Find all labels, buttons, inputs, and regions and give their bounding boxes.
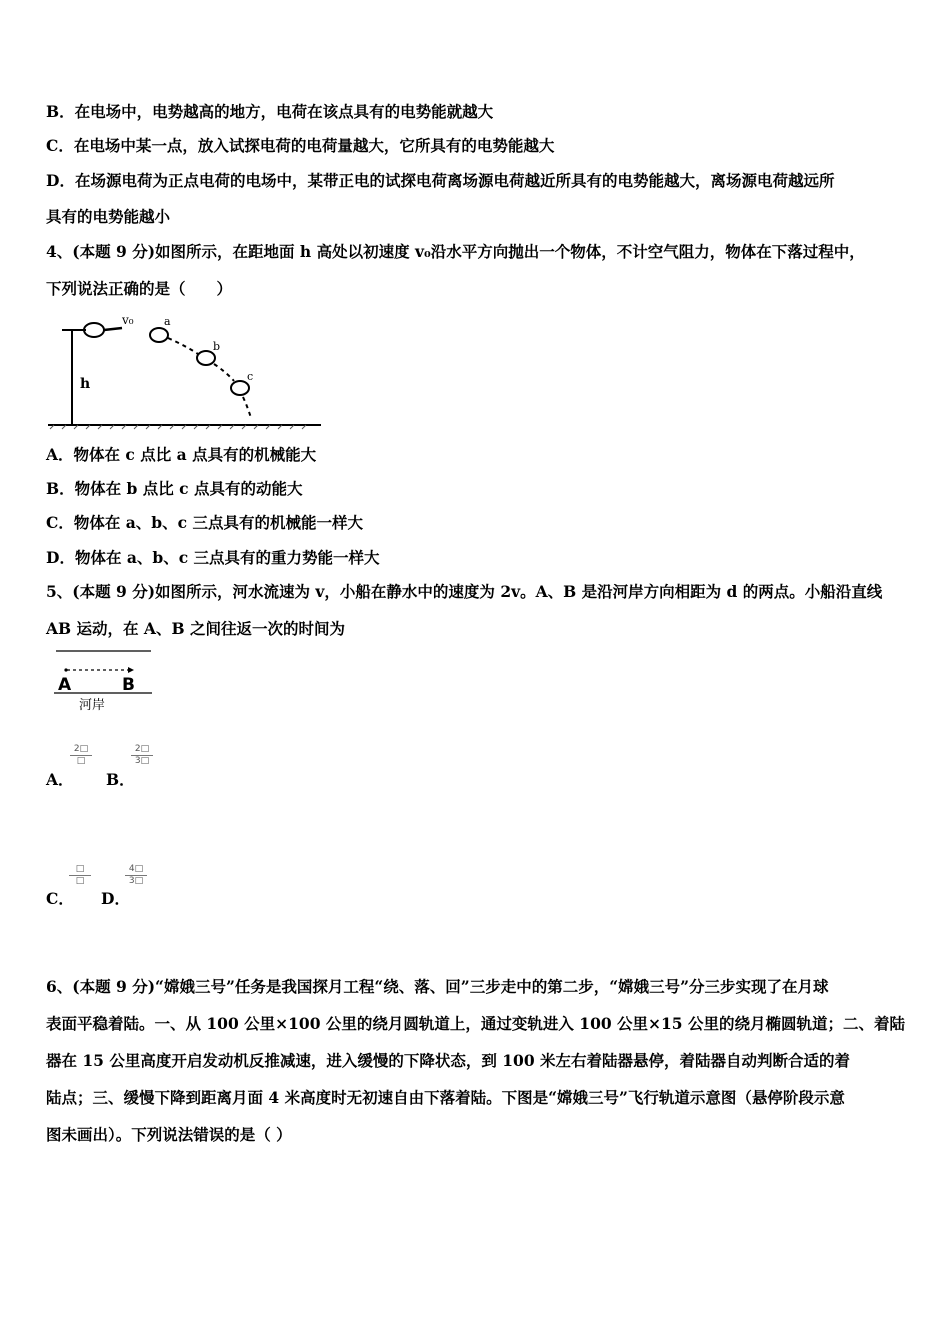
q5-stem-line2: AB 运动，在 A、B 之间往返一次的时间为 [46, 619, 345, 638]
q4-projectile-figure [46, 308, 326, 433]
q3-option-d-line1: D．在场源电荷为正点电荷的电场中，某带正电的试探电荷离场源电荷越近所具有的电势能越大，离场源电荷越远所 [46, 171, 835, 190]
q5-option-d-fraction: $\frac{4□}{3□}$ [125, 864, 147, 887]
q5-option-a-fraction: 2□ □ [70, 744, 92, 767]
q5-option-d-label: D． [101, 889, 130, 908]
q5-stem-line1: 5、(本题 9 分)如图所示，河水流速为 v，小船在静水中的速度为 2v。A、B 是沿河岸方向相距为 d 的两点。小船沿直线 [46, 582, 883, 601]
point-a-label: A [58, 675, 72, 695]
q5-option-c-label: C． [46, 889, 74, 908]
q5-river-figure [46, 646, 161, 716]
q6-stem-line1: 6、(本题 9 分)“嫦娥三号”任务是我国探月工程“绕、落、回”三步走中的第二步，“嫦娥三号”分三步实现了在月球 [46, 977, 829, 996]
q5-option-c-fraction: □ □ [69, 864, 91, 887]
river-bank-label: 河岸 [79, 698, 106, 713]
v0-label: v₀ [122, 313, 134, 327]
q4-option-d: D．物体在 a、b、c 三点具有的重力势能一样大 [46, 548, 380, 567]
point-c-label: c [247, 370, 254, 383]
q3-option-d-line2: 具有的电势能越小 [46, 207, 171, 226]
q6-stem-line4: 陆点；三、缓慢下降到距离月面 4 米高度时无初速自由下落着陆。下图是“嫦娥三号”飞行轨道示意图（悬停阶段示意 [46, 1088, 845, 1107]
point-a-label: a [164, 315, 171, 328]
q4-stem-line1: 4、(本题 9 分)如图所示，在距地面 h 高处以初速度 v₀沿水平方向抛出一个物体，不计空气阻力，物体在下落过程中， [46, 242, 865, 261]
q5-option-b-fraction: $\frac{2□}{3□}$ [131, 744, 153, 767]
q4-stem-line2: 下列说法正确的是（ ） [46, 279, 233, 298]
q5-option-a-label: A． [46, 770, 74, 789]
q6-stem-line3: 器在 15 公里高度开启发动机反推减速，进入缓慢的下降状态，到 100 米左右着陆器悬停，着陆器自动判断合适的着 [46, 1051, 851, 1070]
q4-option-b: B．物体在 b 点比 c 点具有的动能大 [46, 479, 303, 498]
point-b-label: b [213, 340, 221, 353]
q4-option-a: A．物体在 c 点比 a 点具有的机械能大 [46, 445, 317, 464]
point-b-label: B [122, 675, 135, 695]
q4-option-c: C．物体在 a、b、c 三点具有的机械能一样大 [46, 513, 363, 532]
q3-option-b: B．在电场中，电势越高的地方，电荷在该点具有的电势能就越大 [46, 102, 494, 121]
q6-stem-line2: 表面平稳着陆。一、从 100 公里×100 公里的绕月圆轨道上，通过变轨进入 100 公里×15 公里的绕月椭圆轨道；二、着陆 [46, 1014, 905, 1033]
height-label: h [80, 376, 91, 392]
q5-option-b-label: B． [106, 770, 135, 789]
q6-stem-line5: 图未画出）。下列说法错误的是（ ） [46, 1125, 292, 1144]
q3-option-c: C．在电场中某一点，放入试探电荷的电荷量越大，它所具有的电势能越大 [46, 136, 555, 155]
